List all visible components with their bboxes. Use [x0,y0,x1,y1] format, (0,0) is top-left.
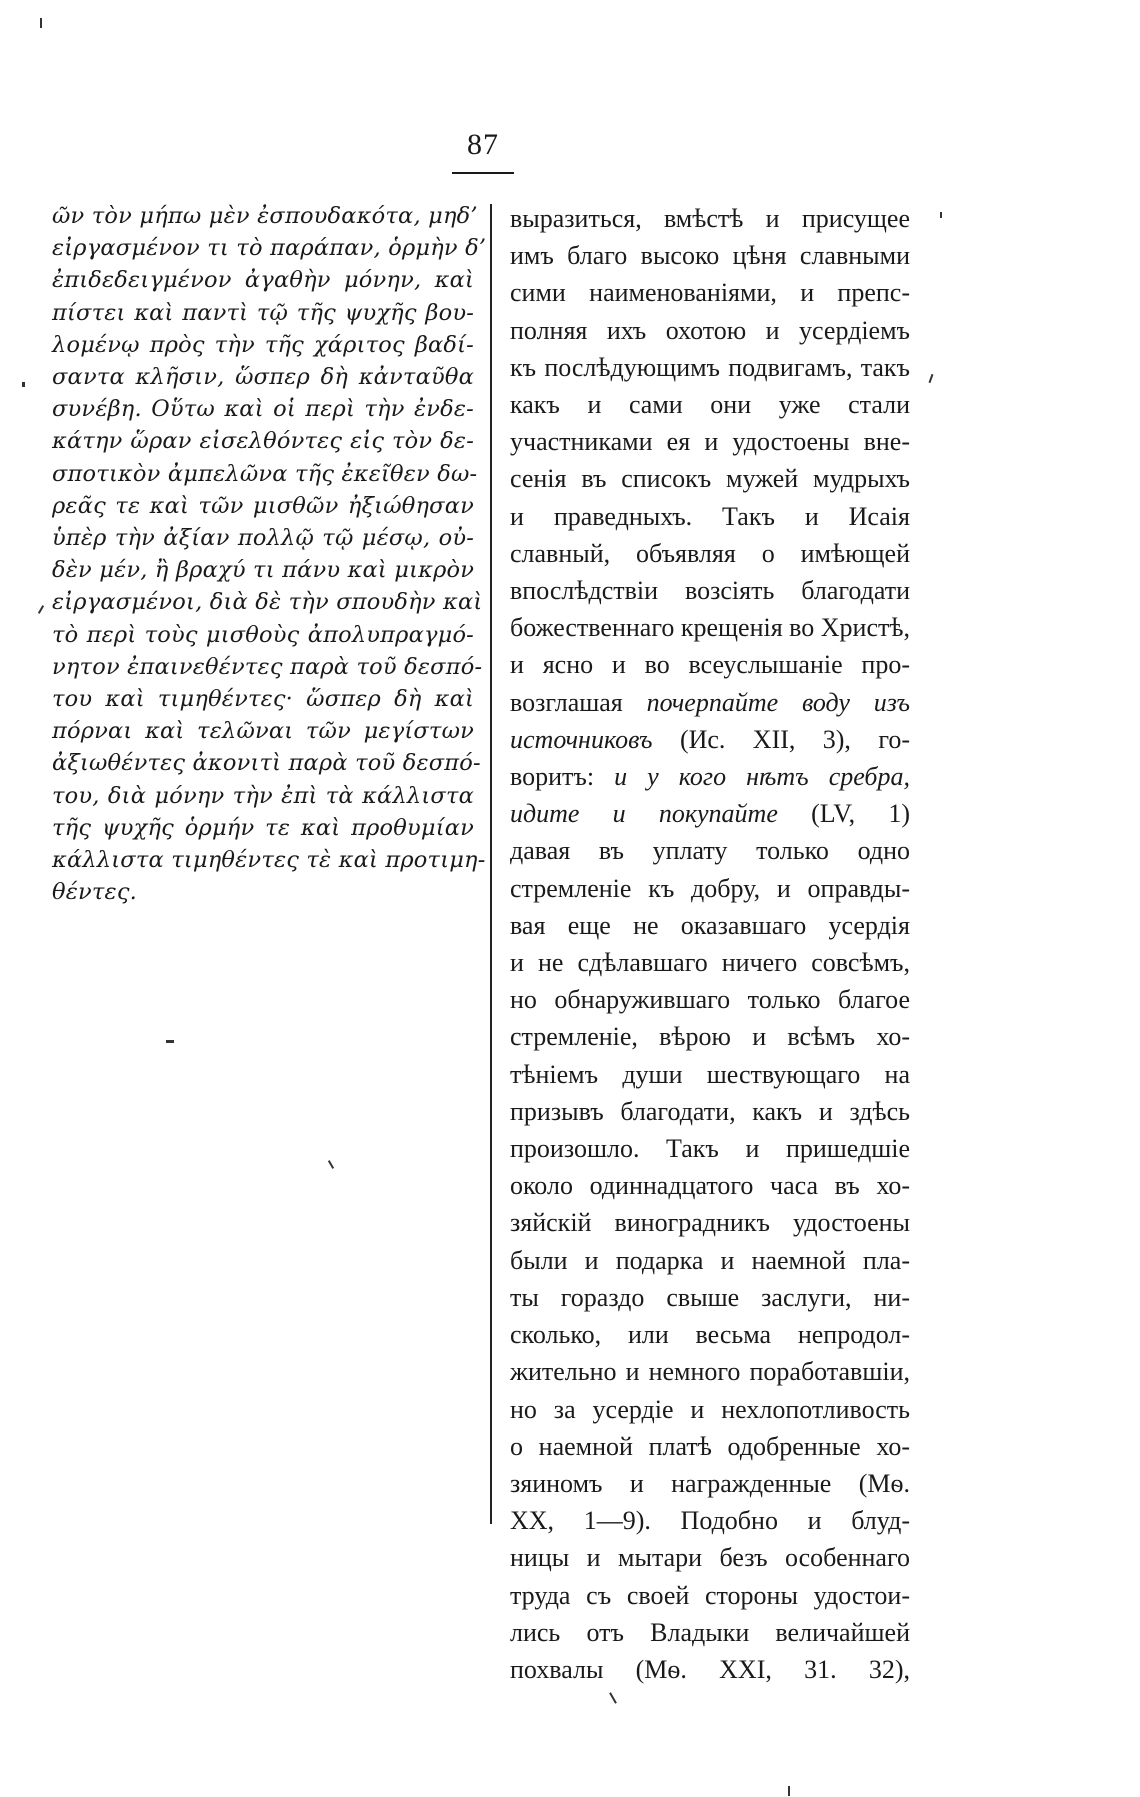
russian-text-line: зяйскій виноградникъ удостоены [510,1208,910,1238]
line-text-segment: (Ис. XII, 3), го- [652,724,910,754]
greek-text-line: εἰργασμένοι, διὰ δὲ τὴν σπουδὴν καὶ [52,589,483,616]
russian-text-line: но обнаружившаго только благое [510,985,910,1015]
russian-text-line: выразиться, вмѣстѣ и присущее [510,204,910,233]
russian-text-line: давая въ уплату только одно [510,836,910,866]
russian-text-line: сими наименованіями, и препс- [510,278,910,308]
greek-text-line: σποτικὸν ἀμπελῶνα τῆς ἐκεῖθεν δω- [52,460,478,487]
greek-text-line: συνέβη. Οὕτω καὶ οἱ περὶ τὴν ἐνδε- [52,396,474,423]
russian-text-line: ты гораздо свыше заслуги, ни- [510,1282,910,1312]
russian-text-line: XX, 1—9). Подобно и блуд- [510,1506,910,1536]
greek-text-line: πίστει καὶ παντὶ τῷ τῆς ψυχῆς βου- [52,299,474,326]
russian-text-line: божественнаго крещенія во Христѣ, [510,613,910,643]
greek-text-line: λομένῳ πρὸς τὴν τῆς χάριτος βαδί- [52,331,474,358]
russian-text-line: около одиннадцатого часа въ хо- [510,1171,910,1201]
scan-speck [929,374,934,383]
russian-text-line: славный, объявляя о имѣющей [510,538,910,568]
scan-speck [40,18,42,28]
scan-speck [940,212,942,218]
russian-text-line: зяиномъ и награжденные (Мѳ. [510,1468,910,1498]
scan-speck [22,382,25,387]
greek-text-line: νητον ἐπαινεθέντες παρὰ τοῦ δεσπό- [52,653,483,680]
russian-text-line: вая еще не оказавшаго усердія [510,910,910,940]
russian-text-line: стремленіе, вѣрою и всѣмъ хо- [510,1022,910,1052]
greek-text-line: πόρναι καὶ τελῶναι τῶν μεγίστων [52,718,474,745]
russian-text-line: жительно и немного поработавшіи, [510,1357,910,1387]
russian-text-line: стремленіе къ добру, и оправды- [510,873,910,903]
russian-text-line [510,758,910,795]
russian-text-line: впослѣдствіи возсіять благодати [510,576,910,606]
greek-text-line: κάτην ὥραν εἰσελθόντες εἰς τὸν δε- [52,428,474,455]
russian-text-line: какъ и сами они уже стали [510,390,910,420]
greek-text-column [52,200,487,908]
russian-text-line: похвалы (Мѳ. XXI, 31. 32), [510,1654,910,1684]
greek-text-line: του καὶ τιμηθέντες· ὥσπερ δὴ καὶ [52,686,474,713]
scripture-quote-italic: источниковъ [510,724,653,754]
greek-text-line: δὲν μέν, ἢ βραχύ τι πάνυ καὶ μικρὸν [52,557,475,584]
page-number-underline [452,172,514,174]
russian-text-line: полняя ихъ охотою и усердіемъ [510,315,910,345]
greek-text-line: του, διὰ μόνην τὴν ἐπὶ τὰ κάλλιστα [52,782,474,809]
line-text-segment: воритъ: [510,762,615,792]
russian-text-line: тѣніемъ души шествующаго на [510,1059,910,1089]
page-number: 87 [467,128,499,161]
greek-text-line: ὑπὲρ τὴν ἀξίαν πολλῷ τῷ μέσῳ, οὐ- [52,525,474,552]
russian-text-line: призывъ благодати, какъ и здѣсь [510,1096,910,1126]
scan-speck [166,1040,174,1043]
greek-text-line: θέντες. [52,879,137,906]
greek-text-line: κάλλιστα τιμηθέντες τὲ καὶ προτιμη- [52,847,486,874]
russian-text-line: и праведныхъ. Такъ и Исаія [510,501,910,531]
russian-text-line: участниками ея и удостоены вне- [510,427,910,457]
russian-text-column [510,200,910,1688]
greek-text-line: ἀξιωθέντες ἀκονιτὶ παρὰ τοῦ δεσπό- [52,750,481,777]
column-divider [490,204,492,1524]
greek-text-line: ἐπιδεδειγμένον ἀγαθὴν μόνην, καὶ [52,267,474,294]
russian-text-line: труда съ своей стороны удостои- [510,1580,910,1610]
russian-text-line: о наемной платѣ одобренные хо- [510,1431,910,1461]
russian-text-line: имъ благо высоко цѣня славными [510,241,910,271]
line-text-segment: возглашая [510,687,647,717]
russian-text-line: сенія въ списокъ мужей мудрыхъ [510,464,910,494]
scripture-quote-italic: почерпайте воду изъ [646,687,910,717]
greek-text-line: τὸ περὶ τοὺς μισθοὺς ἀπολυπραγμό- [52,621,474,648]
scan-speck [328,1160,334,1169]
russian-text-line [510,795,910,832]
russian-text-line: лись отъ Владыки величайшей [510,1617,910,1647]
russian-text-line: но за усердіе и нехлопотливость [510,1394,910,1424]
russian-text-line: и ясно и во всеуслышаніе про- [510,650,910,680]
scan-speck [788,1786,790,1796]
russian-text-line: и не сдѣлавшаго ничего совсѣмъ, [510,948,910,978]
scan-speck [609,1692,617,1703]
scripture-quote-italic: и у кого нѣтъ сребра, [614,762,911,792]
russian-text-line: были и подарка и наемной пла- [510,1245,910,1275]
russian-text-line: произошло. Такъ и пришедшіе [510,1134,910,1164]
russian-text-line: сколько, или весьма непродол- [510,1320,910,1350]
greek-text-line: σαντα κλῆσιν, ὥσπερ δὴ κἀνταῦθα [52,364,474,391]
scripture-quote-italic: идите и покупайте [510,799,778,829]
scan-speck [38,605,44,614]
greek-text-line: ρεᾶς τε καὶ τῶν μισθῶν ἠξιώθησαν [52,492,474,519]
russian-text-line: ницы и мытари безъ особеннаго [510,1543,910,1573]
russian-text-line [510,684,910,721]
line-text-segment: (LV, 1) [777,799,910,829]
greek-text-line: ῶν τὸν μήπω μὲν ἐσπουδακότα, μηδ’ [52,203,478,229]
russian-text-line [510,721,910,758]
russian-text-line: къ послѣдующимъ подвигамъ, такъ [510,352,910,382]
greek-text-line: εἰργασμένον τι τὸ παράπαν, ὁρμὴν δ’ [52,235,487,262]
greek-text-line: τῆς ψυχῆς ὁρμήν τε καὶ προθυμίαν [52,814,474,841]
